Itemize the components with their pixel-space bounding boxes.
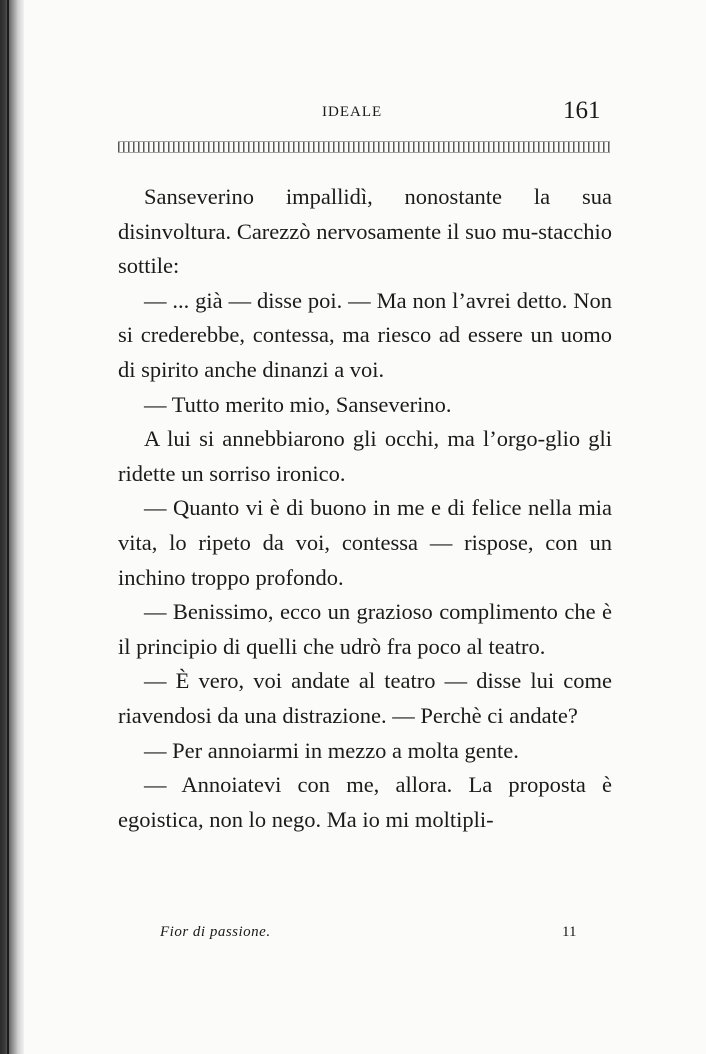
signature-mark: Fior di passione. bbox=[160, 924, 271, 940]
paragraph: — Annoiatevi con me, allora. La proposta è egoistica, non lo nego. Ma io mi moltipli- bbox=[118, 772, 612, 832]
paragraph: A lui si annebbiarono gli occhi, ma l’orgo-glio gli ridette un sorriso ironico. bbox=[118, 426, 612, 486]
page-number: 161 bbox=[563, 97, 601, 124]
running-title: IDEALE bbox=[322, 104, 383, 120]
sheet-number: 11 bbox=[562, 924, 577, 940]
binding-line bbox=[7, 0, 9, 1054]
paragraph: — Per annoiarmi in mezzo a molta gente. bbox=[144, 737, 519, 763]
paragraph: — Tutto merito mio, Sanseverino. bbox=[144, 391, 452, 417]
body-text bbox=[118, 180, 612, 837]
paragraph: — Benissimo, ecco un grazioso complimento che è il principio di quelli che udrò fra poco al teatro. bbox=[118, 599, 612, 659]
paragraph: — È vero, voi andate al teatro — disse lui come riavendosi da una distrazione. — Perchè ci andate? bbox=[118, 668, 612, 728]
binding-edge bbox=[0, 0, 24, 1054]
paragraph: Sanseverino impallidì, nonostante la sua disinvoltura. Carezzò nervosamente il suo mu-stacchio sottile: bbox=[118, 184, 612, 279]
ornamental-rule bbox=[118, 141, 610, 153]
paragraph: — Quanto vi è di buono in me e di felice nella mia vita, lo ripeto da voi, contessa — rispose, con un inchino troppo profondo. bbox=[118, 495, 612, 590]
paragraph: — ... già — disse poi. — Ma non l’avrei detto. Non si crederebbe, contessa, ma riesco ad essere un uomo di spirito anche dinanzi a voi. bbox=[118, 287, 612, 382]
